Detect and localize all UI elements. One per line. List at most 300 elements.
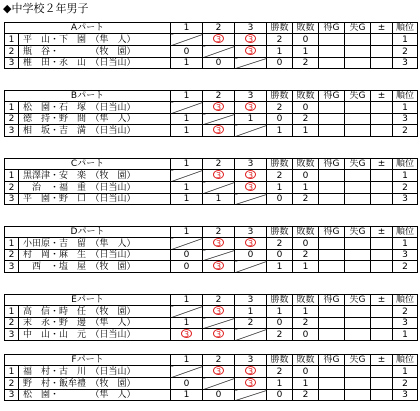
match-result: [203, 102, 235, 114]
column-header: 1: [171, 355, 203, 366]
seed-number: 2: [5, 378, 19, 390]
seed-number: 3: [5, 390, 19, 401]
losses-count: 2: [293, 390, 319, 401]
match-result: 1: [171, 194, 203, 205]
wins-count: 0: [267, 194, 293, 205]
rank: 3: [393, 390, 418, 401]
wins-count: 2: [267, 329, 293, 341]
player-pair-name: 相 坂・吉 満 （日当山）: [19, 125, 171, 137]
match-result: [235, 102, 267, 114]
losses-count: 1: [293, 261, 319, 273]
self-match-cell: [171, 170, 203, 182]
column-header: 2: [203, 295, 235, 306]
column-header: 2: [203, 227, 235, 238]
pool-header-row: [5, 23, 418, 34]
win-score-circle: 3: [245, 238, 256, 247]
pool-table: [4, 294, 418, 341]
rank: 2: [393, 182, 418, 194]
player-pair-name: 松 園・石 塚 （日当山）: [19, 102, 171, 114]
player-row: [5, 194, 418, 205]
pool-name: Bパート: [5, 91, 171, 102]
match-result: 1: [171, 390, 203, 401]
column-header: 2: [203, 355, 235, 366]
column-header: 1: [171, 91, 203, 102]
player-row: [5, 170, 418, 182]
rank: 3: [393, 58, 418, 69]
self-match-cell: [203, 378, 235, 390]
win-score-circle: 3: [245, 102, 256, 111]
win-score-circle: 3: [213, 261, 224, 270]
self-match-cell: [203, 46, 235, 58]
column-header: ±: [371, 91, 393, 102]
column-header: 失G: [345, 159, 371, 170]
games-against: [345, 329, 371, 341]
match-result: [203, 329, 235, 341]
self-match-cell: [235, 329, 267, 341]
player-row: [5, 125, 418, 137]
match-result: 0: [171, 261, 203, 273]
column-header: 失G: [345, 355, 371, 366]
match-result: 2: [235, 318, 267, 329]
seed-number: 1: [5, 306, 19, 318]
column-header: 3: [235, 159, 267, 170]
game-diff: [371, 58, 393, 69]
column-header: 勝数: [267, 295, 293, 306]
self-match-cell: [171, 306, 203, 318]
pool-header-row: [5, 159, 418, 170]
seed-number: 3: [5, 125, 19, 137]
seed-number: 1: [5, 102, 19, 114]
games-against: [345, 125, 371, 137]
column-header: 得G: [319, 23, 345, 34]
column-header: ±: [371, 295, 393, 306]
player-pair-name: 平 山・下 園 （隼 人）: [19, 34, 171, 46]
match-result: 0: [203, 58, 235, 69]
column-header: 得G: [319, 91, 345, 102]
rank: 2: [393, 378, 418, 390]
games-against: [345, 250, 371, 261]
player-row: [5, 250, 418, 261]
game-diff: [371, 194, 393, 205]
pool-table: [4, 226, 418, 273]
games-against: [345, 194, 371, 205]
pool-table: [4, 22, 418, 69]
win-score-circle: 3: [213, 34, 224, 43]
match-result: [235, 238, 267, 250]
games-for: [319, 378, 345, 390]
games-against: [345, 261, 371, 273]
self-match-cell: [171, 34, 203, 46]
self-match-cell: [203, 250, 235, 261]
games-for: [319, 34, 345, 46]
match-result: [203, 170, 235, 182]
player-pair-name: 平 園・野 口 （日当山）: [19, 194, 171, 205]
seed-number: 1: [5, 366, 19, 378]
games-for: [319, 329, 345, 341]
games-for: [319, 182, 345, 194]
losses-count: 0: [293, 238, 319, 250]
player-pair-name: 西 ・塩 屋 （牧 園）: [19, 261, 171, 273]
seed-number: 2: [5, 250, 19, 261]
games-for: [319, 114, 345, 125]
player-pair-name: 高 信・時 任 （牧 園）: [19, 306, 171, 318]
games-for: [319, 390, 345, 401]
self-match-cell: [171, 102, 203, 114]
pool-name: Dパート: [5, 227, 171, 238]
games-for: [319, 58, 345, 69]
column-header: 順位: [393, 159, 418, 170]
win-score-circle: 3: [245, 378, 256, 387]
games-for: [319, 170, 345, 182]
column-header: 勝数: [267, 355, 293, 366]
column-header: 3: [235, 23, 267, 34]
win-score-circle: 3: [213, 306, 224, 315]
losses-count: 2: [293, 114, 319, 125]
wins-count: 0: [267, 318, 293, 329]
match-result: 1: [235, 306, 267, 318]
win-score-circle: 3: [213, 102, 224, 111]
win-score-circle: 3: [213, 329, 224, 338]
column-header: 1: [171, 227, 203, 238]
player-pair-name: 黒澤津・安 楽 （牧 園）: [19, 170, 171, 182]
games-for: [319, 250, 345, 261]
wins-count: 2: [267, 102, 293, 114]
game-diff: [371, 102, 393, 114]
games-for: [319, 366, 345, 378]
column-header: 敗数: [293, 227, 319, 238]
column-header: 1: [171, 159, 203, 170]
game-diff: [371, 250, 393, 261]
match-result: [235, 46, 267, 58]
match-result: 1: [171, 125, 203, 137]
games-against: [345, 170, 371, 182]
rank: 2: [393, 306, 418, 318]
column-header: ±: [371, 227, 393, 238]
player-pair-name: 徳 持・野 間 （隼 人）: [19, 114, 171, 125]
column-header: 敗数: [293, 355, 319, 366]
self-match-cell: [171, 366, 203, 378]
column-header: 敗数: [293, 91, 319, 102]
column-header: 順位: [393, 227, 418, 238]
column-header: 得G: [319, 159, 345, 170]
column-header: 失G: [345, 295, 371, 306]
column-header: 失G: [345, 91, 371, 102]
self-match-cell: [235, 261, 267, 273]
games-against: [345, 390, 371, 401]
match-result: [235, 182, 267, 194]
rank: 3: [393, 114, 418, 125]
column-header: 敗数: [293, 23, 319, 34]
wins-count: 2: [267, 238, 293, 250]
losses-count: 1: [293, 378, 319, 390]
column-header: 得G: [319, 227, 345, 238]
match-result: 1: [203, 194, 235, 205]
losses-count: 0: [293, 329, 319, 341]
player-row: [5, 58, 418, 69]
win-score-circle: 3: [213, 238, 224, 247]
games-for: [319, 102, 345, 114]
match-result: [203, 34, 235, 46]
column-header: 3: [235, 295, 267, 306]
page-title: ◆中学校２年男子: [3, 2, 89, 15]
column-header: 得G: [319, 295, 345, 306]
pool-name: Cパート: [5, 159, 171, 170]
column-header: ±: [371, 355, 393, 366]
column-header: 失G: [345, 227, 371, 238]
player-pair-name: 村 岡・麻 生 （日当山）: [19, 250, 171, 261]
games-against: [345, 378, 371, 390]
pool-header-row: [5, 295, 418, 306]
seed-number: 2: [5, 182, 19, 194]
win-score-circle: 3: [245, 46, 256, 55]
match-result: 0: [203, 390, 235, 401]
player-pair-name: 野 村・飯牟禮 （牧 園）: [19, 378, 171, 390]
rank: 1: [393, 366, 418, 378]
losses-count: 1: [293, 46, 319, 58]
games-against: [345, 46, 371, 58]
match-result: 0: [171, 378, 203, 390]
player-row: [5, 261, 418, 273]
games-against: [345, 318, 371, 329]
games-for: [319, 261, 345, 273]
game-diff: [371, 34, 393, 46]
win-score-circle: 3: [245, 170, 256, 179]
match-result: [235, 170, 267, 182]
losses-count: 0: [293, 34, 319, 46]
seed-number: 1: [5, 170, 19, 182]
rank: 2: [393, 261, 418, 273]
match-result: 1: [171, 182, 203, 194]
match-result: [171, 329, 203, 341]
games-for: [319, 125, 345, 137]
seed-number: 3: [5, 329, 19, 341]
rank: 2: [393, 125, 418, 137]
match-result: 1: [235, 114, 267, 125]
pool-table: [4, 90, 418, 137]
win-score-circle: 3: [213, 170, 224, 179]
games-against: [345, 182, 371, 194]
match-result: 1: [171, 58, 203, 69]
pool-table: [4, 354, 418, 401]
pool-table: [4, 158, 418, 205]
wins-count: 2: [267, 170, 293, 182]
pool-header-row: [5, 91, 418, 102]
seed-number: 2: [5, 114, 19, 125]
match-result: [235, 34, 267, 46]
wins-count: 0: [267, 114, 293, 125]
wins-count: 0: [267, 58, 293, 69]
games-for: [319, 318, 345, 329]
player-pair-name: 福 村・古 川 （日当山）: [19, 366, 171, 378]
games-against: [345, 306, 371, 318]
rank: 1: [393, 34, 418, 46]
losses-count: 1: [293, 182, 319, 194]
column-header: 勝数: [267, 159, 293, 170]
game-diff: [371, 114, 393, 125]
wins-count: 1: [267, 378, 293, 390]
wins-count: 1: [267, 261, 293, 273]
seed-number: 1: [5, 34, 19, 46]
match-result: 1: [171, 318, 203, 329]
game-diff: [371, 170, 393, 182]
seed-number: 3: [5, 194, 19, 205]
win-score-circle: 3: [181, 329, 192, 338]
games-for: [319, 46, 345, 58]
game-diff: [371, 378, 393, 390]
wins-count: 0: [267, 250, 293, 261]
games-for: [319, 194, 345, 205]
win-score-circle: 3: [245, 182, 256, 191]
win-score-circle: 3: [245, 366, 256, 375]
rank: 3: [393, 194, 418, 205]
win-score-circle: 3: [245, 34, 256, 43]
losses-count: 0: [293, 366, 319, 378]
column-header: 3: [235, 355, 267, 366]
player-row: [5, 46, 418, 58]
match-result: [203, 125, 235, 137]
wins-count: 1: [267, 125, 293, 137]
wins-count: 1: [267, 306, 293, 318]
rank: 1: [393, 238, 418, 250]
column-header: 2: [203, 91, 235, 102]
column-header: 敗数: [293, 295, 319, 306]
column-header: 勝数: [267, 227, 293, 238]
game-diff: [371, 366, 393, 378]
win-score-circle: 3: [213, 366, 224, 375]
wins-count: 1: [267, 46, 293, 58]
player-pair-name: 椎 田・永 山 （日当山）: [19, 58, 171, 69]
match-result: [203, 238, 235, 250]
games-against: [345, 238, 371, 250]
rank: 1: [393, 329, 418, 341]
game-diff: [371, 390, 393, 401]
wins-count: 2: [267, 34, 293, 46]
wins-count: 1: [267, 182, 293, 194]
seed-number: 1: [5, 238, 19, 250]
rank: 1: [393, 170, 418, 182]
seed-number: 3: [5, 58, 19, 69]
player-row: [5, 366, 418, 378]
player-row: [5, 390, 418, 401]
column-header: 1: [171, 23, 203, 34]
column-header: ±: [371, 23, 393, 34]
column-header: 順位: [393, 355, 418, 366]
column-header: 勝数: [267, 23, 293, 34]
wins-count: 2: [267, 366, 293, 378]
wins-count: 0: [267, 390, 293, 401]
win-score-circle: 3: [213, 125, 224, 134]
self-match-cell: [235, 125, 267, 137]
games-against: [345, 58, 371, 69]
player-row: [5, 238, 418, 250]
column-header: 2: [203, 23, 235, 34]
player-pair-name: 小田原・吉 留 （隼 人）: [19, 238, 171, 250]
pool-name: Fパート: [5, 355, 171, 366]
self-match-cell: [203, 182, 235, 194]
match-result: [203, 261, 235, 273]
match-result: 0: [171, 250, 203, 261]
column-header: 失G: [345, 23, 371, 34]
seed-number: 2: [5, 318, 19, 329]
column-header: 勝数: [267, 91, 293, 102]
game-diff: [371, 125, 393, 137]
pool-name: Eパート: [5, 295, 171, 306]
column-header: 3: [235, 91, 267, 102]
losses-count: 2: [293, 250, 319, 261]
player-pair-name: 中 山・山 元 （日当山）: [19, 329, 171, 341]
rank: 2: [393, 46, 418, 58]
games-against: [345, 102, 371, 114]
player-row: [5, 378, 418, 390]
match-result: 0: [171, 46, 203, 58]
losses-count: 1: [293, 125, 319, 137]
player-row: [5, 318, 418, 329]
rank: 3: [393, 250, 418, 261]
player-row: [5, 306, 418, 318]
player-row: [5, 329, 418, 341]
game-diff: [371, 318, 393, 329]
games-against: [345, 366, 371, 378]
column-header: 順位: [393, 295, 418, 306]
game-diff: [371, 238, 393, 250]
losses-count: 2: [293, 194, 319, 205]
game-diff: [371, 329, 393, 341]
games-against: [345, 114, 371, 125]
player-pair-name: 瓶 谷・ （牧 園）: [19, 46, 171, 58]
games-for: [319, 306, 345, 318]
self-match-cell: [235, 194, 267, 205]
column-header: ±: [371, 159, 393, 170]
player-row: [5, 182, 418, 194]
column-header: 順位: [393, 23, 418, 34]
self-match-cell: [235, 58, 267, 69]
losses-count: 2: [293, 318, 319, 329]
player-pair-name: 治 ・福 重 （日当山）: [19, 182, 171, 194]
column-header: 3: [235, 227, 267, 238]
match-result: 0: [235, 250, 267, 261]
player-pair-name: 松 園・ （隼 人）: [19, 390, 171, 401]
games-for: [319, 238, 345, 250]
match-result: [203, 306, 235, 318]
self-match-cell: [235, 390, 267, 401]
match-result: 1: [171, 114, 203, 125]
game-diff: [371, 182, 393, 194]
player-row: [5, 34, 418, 46]
player-row: [5, 102, 418, 114]
rank: 3: [393, 318, 418, 329]
column-header: 敗数: [293, 159, 319, 170]
player-pair-name: 末 永・野 邊 （隼 人）: [19, 318, 171, 329]
column-header: 順位: [393, 91, 418, 102]
self-match-cell: [203, 114, 235, 125]
losses-count: 2: [293, 58, 319, 69]
match-result: [203, 366, 235, 378]
games-against: [345, 34, 371, 46]
column-header: 得G: [319, 355, 345, 366]
game-diff: [371, 261, 393, 273]
column-header: 2: [203, 159, 235, 170]
pool-header-row: [5, 355, 418, 366]
self-match-cell: [203, 318, 235, 329]
self-match-cell: [171, 238, 203, 250]
game-diff: [371, 46, 393, 58]
losses-count: 0: [293, 102, 319, 114]
match-result: [235, 366, 267, 378]
game-diff: [371, 306, 393, 318]
pool-header-row: [5, 227, 418, 238]
rank: 1: [393, 102, 418, 114]
seed-number: 2: [5, 46, 19, 58]
